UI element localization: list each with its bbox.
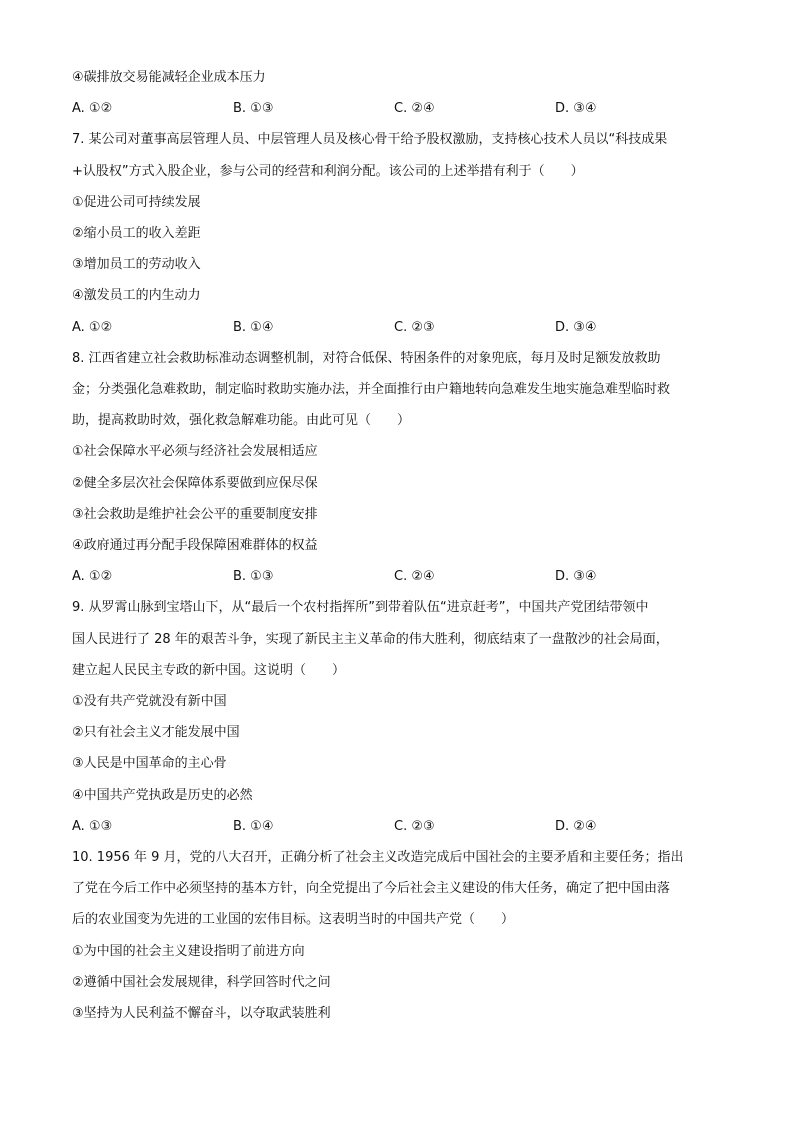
q6-option-c: C. ②④ (394, 101, 435, 117)
q10-statement-3: ③坚持为人民利益不懈奋斗，以夺取武装胜利 (72, 1006, 331, 1022)
q8-stem-line-1: 8. 江西省建立社会救助标准动态调整机制，对符合低保、特困条件的对象兜底，每月及时足额发放救助 (72, 350, 661, 366)
q6-option-a: A. ①② (72, 101, 113, 117)
q7-statement-4: ④激发员工的内生动力 (72, 288, 201, 304)
q7-option-c: C. ②③ (394, 319, 435, 335)
q9-statement-4: ④中国共产党执政是历史的必然 (72, 787, 253, 803)
q9-option-d: D. ②④ (555, 818, 597, 834)
q8-options (72, 561, 724, 592)
q6-options (72, 93, 724, 124)
q6-option-d: D. ③④ (555, 101, 597, 117)
q8-option-a: A. ①② (72, 569, 113, 585)
q10-stem-line-3: 后的农业国变为先进的工业国的宏伟目标。这表明当时的中国共产党（ ） (72, 912, 515, 928)
q7-stem-line-2: +认股权”方式入股企业，参与公司的经营和利润分配。该公司的上述举措有利于（ ） (72, 163, 584, 179)
q10-stem-line-2: 了党在今后工作中必须坚持的基本方针，向全党提出了今后社会主义建设的伟大任务，确定了把中国由落 (72, 881, 671, 897)
q7-option-a: A. ①② (72, 319, 113, 335)
q10-statement-2: ②遵循中国社会发展规律，科学回答时代之问 (72, 974, 331, 990)
q8-option-d: D. ③④ (555, 569, 597, 585)
q7-stem-line-1: 7. 某公司对董事高层管理人员、中层管理人员及核心骨干给予股权激励，支持核心技术人员以“科技成果 (72, 132, 668, 148)
q7-option-d: D. ③④ (555, 319, 597, 335)
q9-statement-3: ③人民是中国革命的主心骨 (72, 756, 227, 772)
q7-option-b: B. ①④ (233, 319, 274, 335)
q9-options (72, 811, 724, 842)
q7-options (72, 312, 724, 343)
q9-option-a: A. ①③ (72, 818, 113, 834)
q7-statement-1: ①促进公司可持续发展 (72, 194, 201, 210)
q6-option-b: B. ①③ (233, 101, 274, 117)
q9-stem-line-2: 国人民进行了 28 年的艰苦斗争，实现了新民主主义革命的伟大胜利，彻底结束了一盘散沙的社会局面， (72, 631, 669, 647)
q8-stem-line-3: 助，提高救助时效，强化救急解难功能。由此可见（ ） (72, 413, 411, 429)
q8-statement-3: ③社会救助是维护社会公平的重要制度安排 (72, 506, 318, 522)
q8-stem-line-2: 金；分类强化急难救助，制定临时救助实施办法，并全面推行由户籍地转向急难发生地实施急难型临时救 (72, 382, 671, 398)
q7-statement-3: ③增加员工的劳动收入 (72, 257, 201, 273)
q8-statement-4: ④政府通过再分配手段保障困难群体的权益 (72, 538, 318, 554)
q10-statement-1: ①为中国的社会主义建设指明了前进方向 (72, 943, 305, 959)
q6-statement-4: ④碳排放交易能减轻企业成本压力 (72, 70, 266, 85)
q9-stem-line-3: 建立起人民民主专政的新中国。这说明（ ） (72, 662, 346, 678)
q8-statement-1: ①社会保障水平必须与经济社会发展相适应 (72, 444, 318, 460)
q8-option-c: C. ②④ (394, 569, 435, 585)
q8-option-b: B. ①③ (233, 569, 274, 585)
q9-option-c: C. ②③ (394, 818, 435, 834)
q10-stem-line-1: 10. 1956 年 9 月，党的八大召开，正确分析了社会主义改造完成后中国社会的主要矛盾和主要任务；指出 (72, 850, 684, 866)
q9-statement-2: ②只有社会主义才能发展中国 (72, 725, 240, 741)
q9-option-b: B. ①④ (233, 818, 274, 834)
q8-statement-2: ②健全多层次社会保障体系要做到应保尽保 (72, 475, 318, 491)
q9-statement-1: ①没有共产党就没有新中国 (72, 694, 227, 710)
q9-stem-line-1: 9. 从罗霄山脉到宝塔山下，从“最后一个农村指挥所”到带着队伍“进京赶考”，中国共产党团结带领中 (72, 600, 649, 616)
q7-statement-2: ②缩小员工的收入差距 (72, 226, 201, 242)
